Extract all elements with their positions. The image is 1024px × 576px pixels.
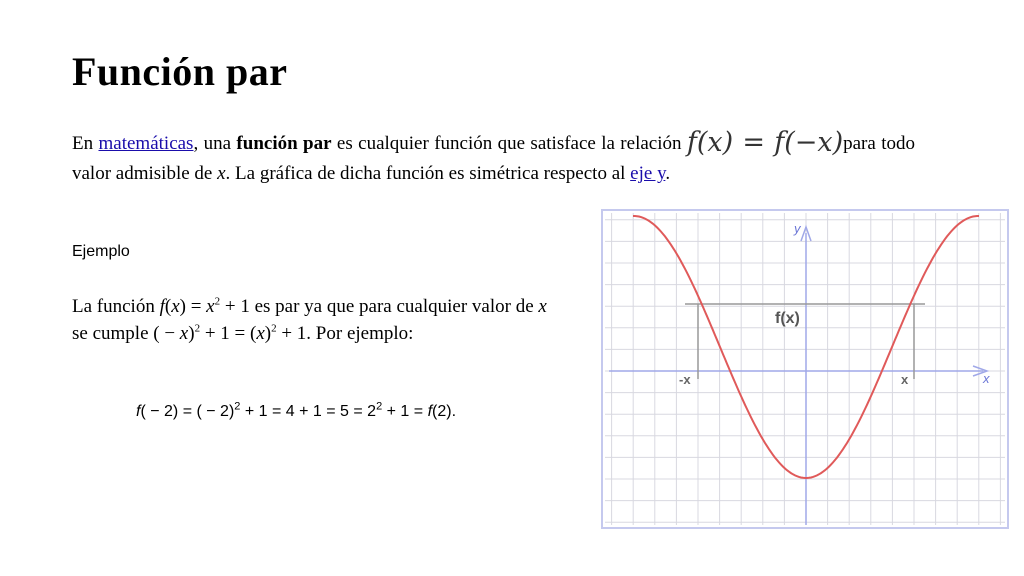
neg-x-label: -x (679, 372, 691, 387)
fx-label: f(x) (775, 310, 800, 327)
even-function-graph (601, 209, 1009, 529)
y-axis-label: y (794, 221, 801, 236)
pos-x-label: x (901, 372, 909, 387)
even-function-formula: f(x) = f(−x) (686, 127, 844, 158)
example-equation: f( − 2) = ( − $2)^2 + 1 = 4 + 1 = 5 = 2^2 + 1 = f(2)$. (136, 400, 457, 420)
page-title: Función par (72, 49, 288, 94)
link-matematicas[interactable]: matemáticas (98, 133, 194, 154)
example-heading: Ejemplo (72, 243, 130, 260)
bold-term: función par (236, 133, 332, 154)
example-paragraph: La función $f(x) = x^2 + 1$ es par ya que para cualquier valor de x se cumple ( − $x)^2 + 1 = (x)^2 + 1$. Por ejemplo: (72, 295, 547, 344)
definition-paragraph: En matemáticas, una función par es cualquier función que satisface la relación f(x) = f(−x)para todo valor admisible de x. La gráfica de dicha función es simétrica respecto al eje y. (72, 127, 915, 184)
link-eje-y[interactable]: eje y (630, 163, 666, 184)
graph-svg (603, 211, 1007, 527)
x-axis-label: x (983, 371, 990, 386)
